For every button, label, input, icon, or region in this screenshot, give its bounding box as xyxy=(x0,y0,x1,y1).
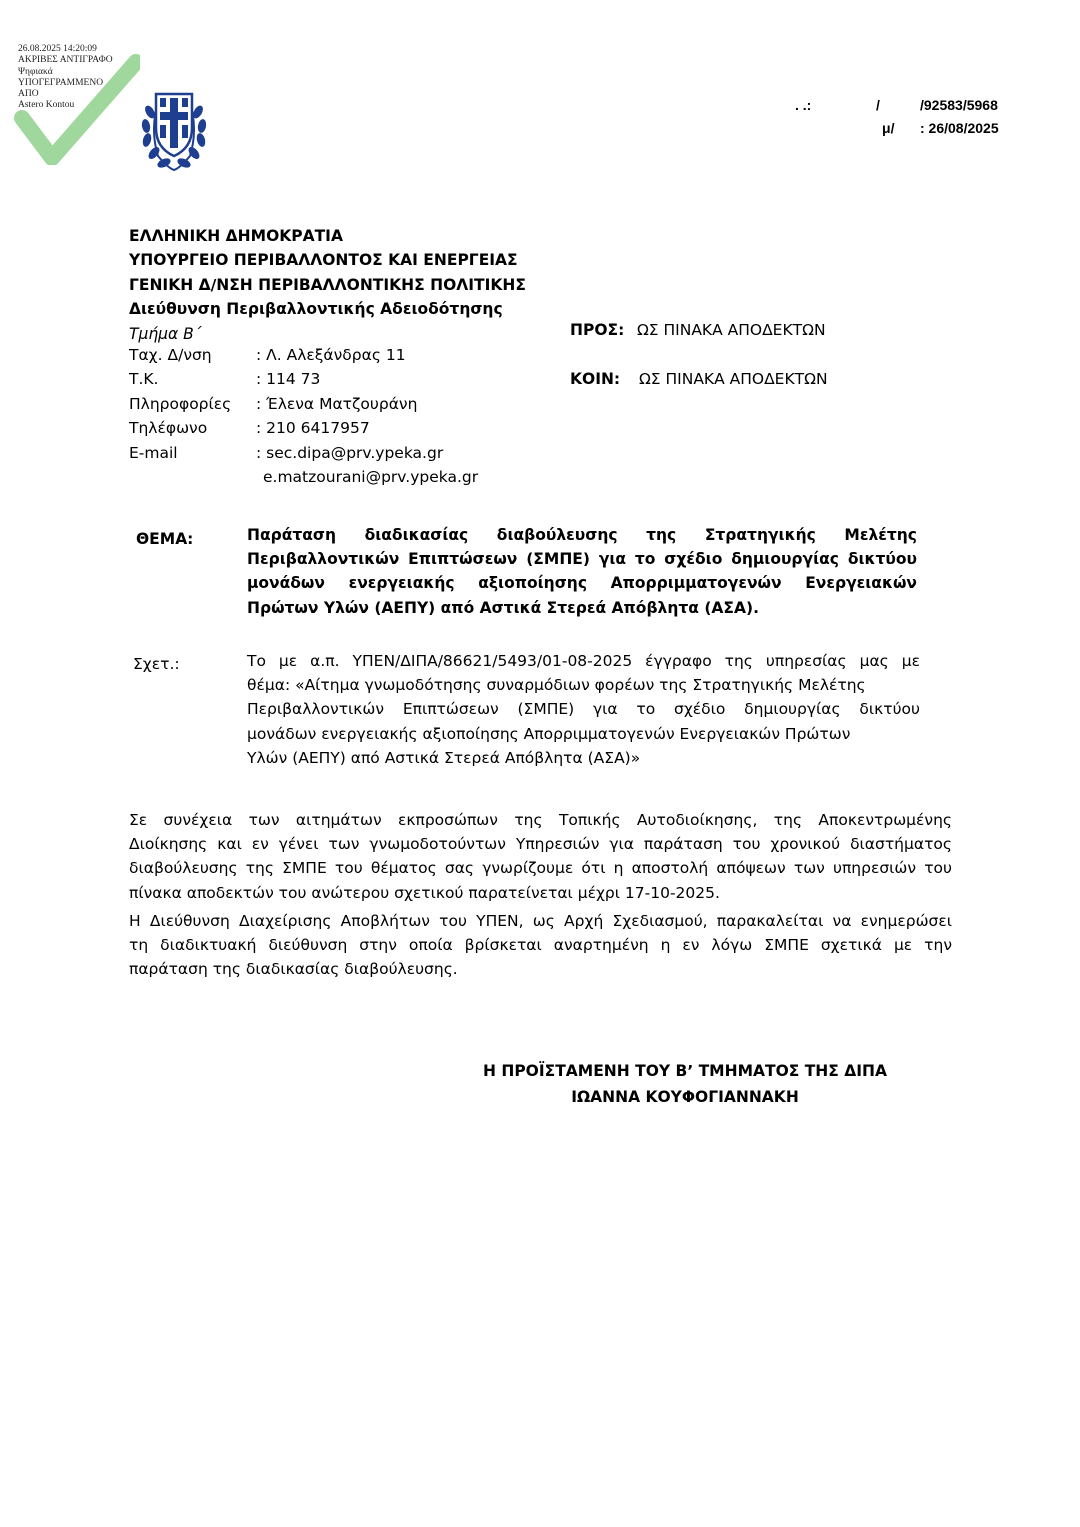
to-label: ΠΡΟΣ: xyxy=(570,321,625,339)
cc-value: ΩΣ ΠΙΝΑΚΑ ΑΠΟΔΕΚΤΩΝ xyxy=(638,370,828,388)
email-value[interactable]: : sec.dipa@prv.ypeka.gr xyxy=(256,443,444,462)
body-line: παράταση της διαδικασίας διαβούλευσης. xyxy=(129,960,458,979)
info-value: : Έλενα Ματζουράνη xyxy=(256,394,418,413)
body-line: τη διαδικτυακή διεύθυνση στην οποία βρίσκεται αναρτημένη η εν λόγω ΣΜΠΕ σχετικά με την xyxy=(129,936,952,955)
protocol-date-label: μ/ xyxy=(882,120,895,136)
greek-coat-of-arms-icon xyxy=(136,90,212,172)
stamp-line: ΑΠΟ xyxy=(18,89,39,100)
info-label: Πληροφορίες xyxy=(129,394,232,413)
signatory-name: ΙΩΑΝΝΑ ΚΟΥΦΟΓΙΑΝΝΑΚΗ xyxy=(571,1088,799,1106)
stamp-line: ΥΠΟΓΕΓΡΑΜΜΕΝΟ xyxy=(18,77,104,88)
email-value-secondary[interactable]: e.matzourani@prv.ypeka.gr xyxy=(263,467,479,486)
protocol-info xyxy=(780,94,1020,140)
recipient-cc xyxy=(570,370,828,388)
recipient-to xyxy=(570,321,826,339)
reference-text xyxy=(247,649,920,770)
protocol-number: /92583/5968 xyxy=(920,97,998,113)
postcode-label: Τ.Κ. xyxy=(129,370,159,389)
body-line: Η Διεύθυνση Διαχείρισης Αποβλήτων του ΥΠΕΝ, ως Αρχή Σχεδιασμού, παρακαλείται να ενημερώσει xyxy=(129,911,952,930)
protocol-date: : 26/08/2025 xyxy=(920,120,999,136)
subject-text: Παράταση διαδικασίας διαβούλευσης της Στρατηγικής Μελέτης Περιβαλλοντικών Επιπτώσεων (ΣΜΠΕ) για το σχέδιο δημιουργίας δικτύου μονάδων ενεργειακής αξιοποίησης Απορριμματογενών Ενεργειακών Πρώτων Υλών (ΑΕΠΥ) από Αστικά Στερεά Απόβλητα (ΑΣΑ). xyxy=(247,526,917,617)
digital-signature-stamp xyxy=(0,40,140,165)
reference-line: Περιβαλλοντικών Επιπτώσεων (ΣΜΠΕ) για το σχέδιο δημιουργίας δικτύου xyxy=(247,700,920,719)
address-label: Ταχ. Δ/νση xyxy=(129,346,212,364)
phone-value: : 210 6417957 xyxy=(256,419,370,438)
header-directorate: Διεύθυνση Περιβαλλοντικής Αδειοδότησης xyxy=(129,300,503,319)
stamp-line: Ψηφιακά xyxy=(18,66,53,77)
body-line: διαβούλευσης της ΣΜΠΕ του θέματος σας γνωρίζουμε ότι η αποστολή απόψεων των υπηρεσιών του xyxy=(129,859,952,878)
body-line: πίνακα αποδεκτών του ανώτερου σχετικού παρατείνεται μέχρι 17-10-2025. xyxy=(129,883,720,902)
stamp-text xyxy=(18,44,113,112)
email-label: E-mail xyxy=(129,443,178,462)
header-ministry: ΥΠΟΥΡΓΕΙΟ ΠΕΡΙΒΑΛΛΟΝΤΟΣ ΚΑΙ ΕΝΕΡΓΕΙΑΣ xyxy=(129,251,518,270)
body-line: Διοίκησης και εν γένει των γνωμοδοτούντων Υπηρεσιών για παράταση του χρονικού διαστήματος xyxy=(129,835,952,854)
reference-line: Το με α.π. ΥΠΕΝ/ΔΙΠΑ/86621/5493/01-08-2025 έγγραφο της υπηρεσίας μας με xyxy=(247,652,920,670)
protocol-number-label: . .: xyxy=(795,97,812,113)
to-value: ΩΣ ΠΙΝΑΚΑ ΑΠΟΔΕΚΤΩΝ xyxy=(636,321,826,339)
stamp-line: 26.08.2025 14:20:09 xyxy=(18,44,97,54)
reference-line: θέμα: «Αίτημα γνωμοδότησης συναρμόδιων φορέων της Στρατηγικής Μελέτης xyxy=(247,676,866,695)
body-line: Σε συνέχεια των αιτημάτων εκπροσώπων της Τοπικής Αυτοδιοίκησης, της Αποκεντρωμένης xyxy=(129,811,952,829)
reference-line: Υλών (ΑΕΠΥ) από Αστικά Στερεά Απόβλητα (ΑΣΑ)» xyxy=(247,748,641,767)
header-republic: ΕΛΛΗΝΙΚΗ ΔΗΜΟΚΡΑΤΙΑ xyxy=(129,227,343,245)
reference-label: Σχετ.: xyxy=(133,655,180,673)
stamp-line: Astero Kontou xyxy=(18,100,75,111)
subject-label: ΘΕΜΑ: xyxy=(136,530,194,548)
cc-label: ΚΟΙΝ: xyxy=(570,370,621,388)
stamp-line: ΑΚΡΙΒΕΣ ΑΝΤΙΓΡΑΦΟ xyxy=(18,55,113,66)
reference-line: μονάδων ενεργειακής αξιοποίησης Απορριμματογενών Ενεργειακών Πρώτων xyxy=(247,724,851,743)
body-text xyxy=(129,808,952,981)
protocol-number-slash: / xyxy=(876,97,880,113)
signature-block xyxy=(440,1058,930,1110)
header-general-directorate: ΓΕΝΙΚΗ Δ/ΝΣΗ ΠΕΡΙΒΑΛΛΟΝΤΙΚΗΣ ΠΟΛΙΤΙΚΗΣ xyxy=(129,275,526,294)
phone-label: Τηλέφωνο xyxy=(129,419,208,438)
signatory-title: Η ΠΡΟΪΣΤΑΜΕΝΗ ΤΟΥ Β’ ΤΜΗΜΑΤΟΣ ΤΗΣ ΔΙΠΑ xyxy=(482,1062,887,1080)
header-department: Τμήμα Β΄ xyxy=(129,324,202,343)
issuer-header xyxy=(129,224,526,346)
address-value: : Λ. Αλεξάνδρας 11 xyxy=(256,346,406,364)
postcode-value: : 114 73 xyxy=(256,370,321,389)
